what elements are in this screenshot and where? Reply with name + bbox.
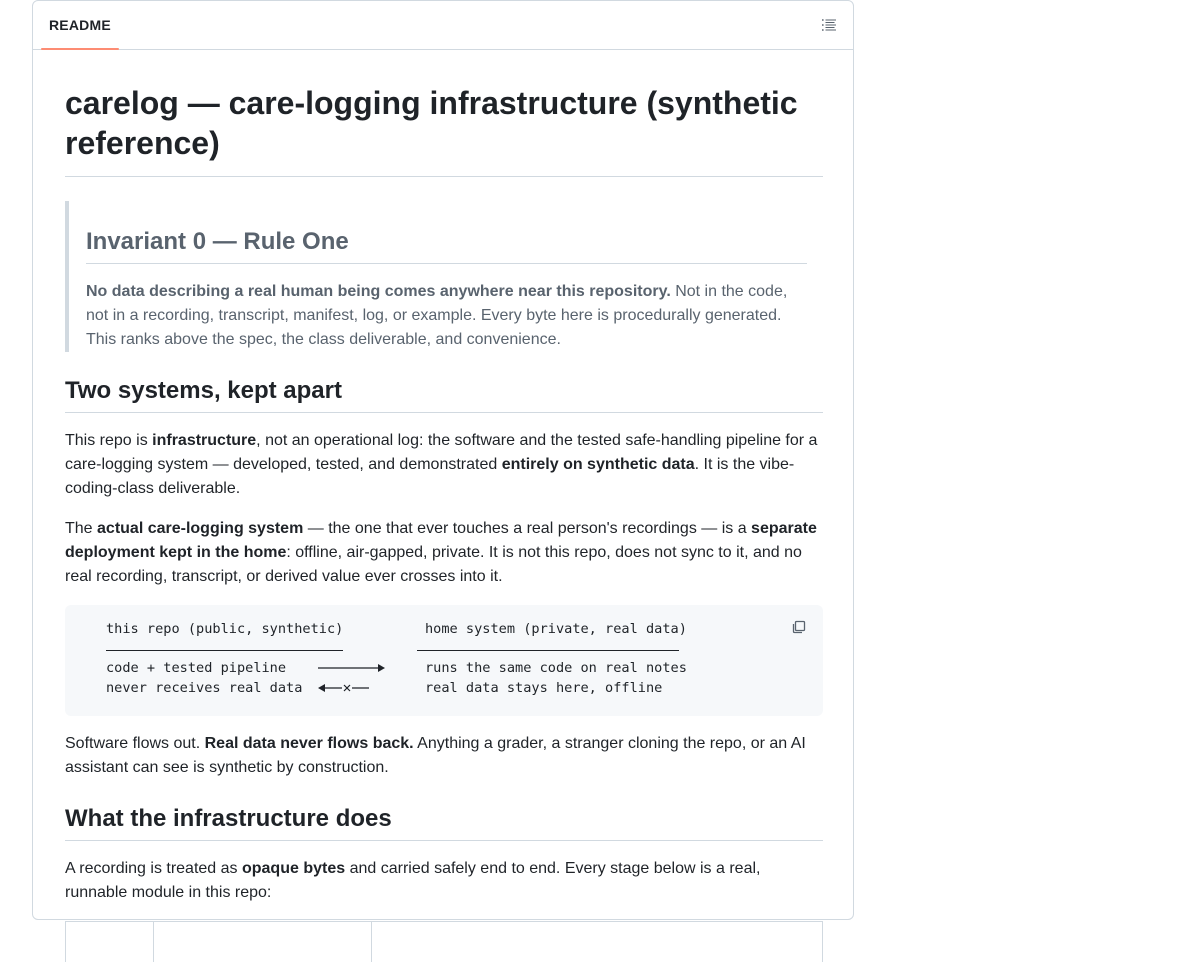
list-unordered-icon	[821, 17, 837, 33]
text-run: The	[65, 520, 98, 537]
copy-icon	[791, 619, 807, 635]
paragraph-actual-system	[65, 517, 823, 589]
invariant-callout	[65, 201, 823, 352]
paragraph-software-flows	[65, 732, 823, 780]
page-title: carelog — care-logging infrastructure (synthetic reference)	[65, 83, 823, 177]
invariant-text	[86, 280, 807, 352]
readme-content	[65, 49, 823, 962]
copy-button[interactable]	[789, 617, 809, 637]
outline-button[interactable]	[819, 15, 839, 35]
code-block-diagram	[65, 605, 823, 716]
text-run: A recording is treated as	[65, 860, 242, 877]
section-heading-what-it-does: What the infrastructure does	[65, 804, 823, 841]
code-right-line2: real data stays here, offline	[425, 680, 663, 696]
text-run: : offline, air-gapped, private. It is not this repo, does not sync to it, and no real recording, transcript, or derived value ever crosses into it.	[65, 544, 802, 585]
paragraph-opaque-bytes	[65, 857, 823, 905]
paragraph-infrastructure	[65, 429, 823, 501]
stages-table	[65, 921, 823, 962]
invariant-heading: Invariant 0 — Rule One	[86, 201, 807, 264]
table-column-divider	[153, 922, 154, 962]
text-run: and carried safely end to end. Every stage below is a real, runnable module in this repo:	[65, 860, 761, 901]
bold-run: Real data never flows back.	[204, 735, 414, 752]
text-run: Software flows out.	[65, 735, 205, 752]
underline-left	[106, 650, 343, 651]
bold-run: separate deployment kept in the home	[65, 520, 817, 561]
arrow-left-blocked-icon	[318, 682, 370, 694]
bold-run: infrastructure	[152, 432, 257, 449]
code-left-heading: this repo (public, synthetic)	[106, 621, 344, 637]
arrow-right-icon	[318, 662, 386, 674]
invariant-bold: No data describing a real human being comes anywhere near this repository.	[86, 283, 671, 300]
code-left-line2: never receives real data	[106, 680, 303, 696]
text-run: This repo is	[65, 432, 153, 449]
code-right-heading: home system (private, real data)	[425, 621, 687, 637]
readme-header	[33, 1, 853, 50]
text-run: Anything a grader, a stranger cloning the repo, or an AI assistant can see is synthetic by construction.	[65, 735, 806, 776]
code-right-line1: runs the same code on real notes	[425, 660, 687, 676]
code-left-line1: code + tested pipeline	[106, 660, 287, 676]
text-run: — the one that ever touches a real person's recordings — is a	[303, 520, 752, 537]
bold-run: actual care-logging system	[97, 520, 304, 537]
section-heading-two-systems: Two systems, kept apart	[65, 376, 823, 413]
text-run: . It is the vibe-coding-class deliverable.	[65, 456, 795, 497]
tab-readme-label: README	[49, 17, 111, 33]
readme-panel	[32, 0, 854, 920]
table-column-divider	[371, 922, 372, 962]
invariant-rest: Not in the code, not in a recording, transcript, manifest, log, or example. Every byte here is procedurally generated. This ranks above the spec, the class deliverable, and convenience.	[86, 283, 788, 348]
bold-run: entirely on synthetic data	[501, 456, 695, 473]
underline-right	[417, 650, 679, 651]
tab-readme[interactable]	[41, 1, 119, 49]
text-run: , not an operational log: the software and the tested safe-handling pipeline for a care-logging system — developed, tested, and demonstrated	[65, 432, 818, 473]
bold-run: opaque bytes	[241, 860, 346, 877]
